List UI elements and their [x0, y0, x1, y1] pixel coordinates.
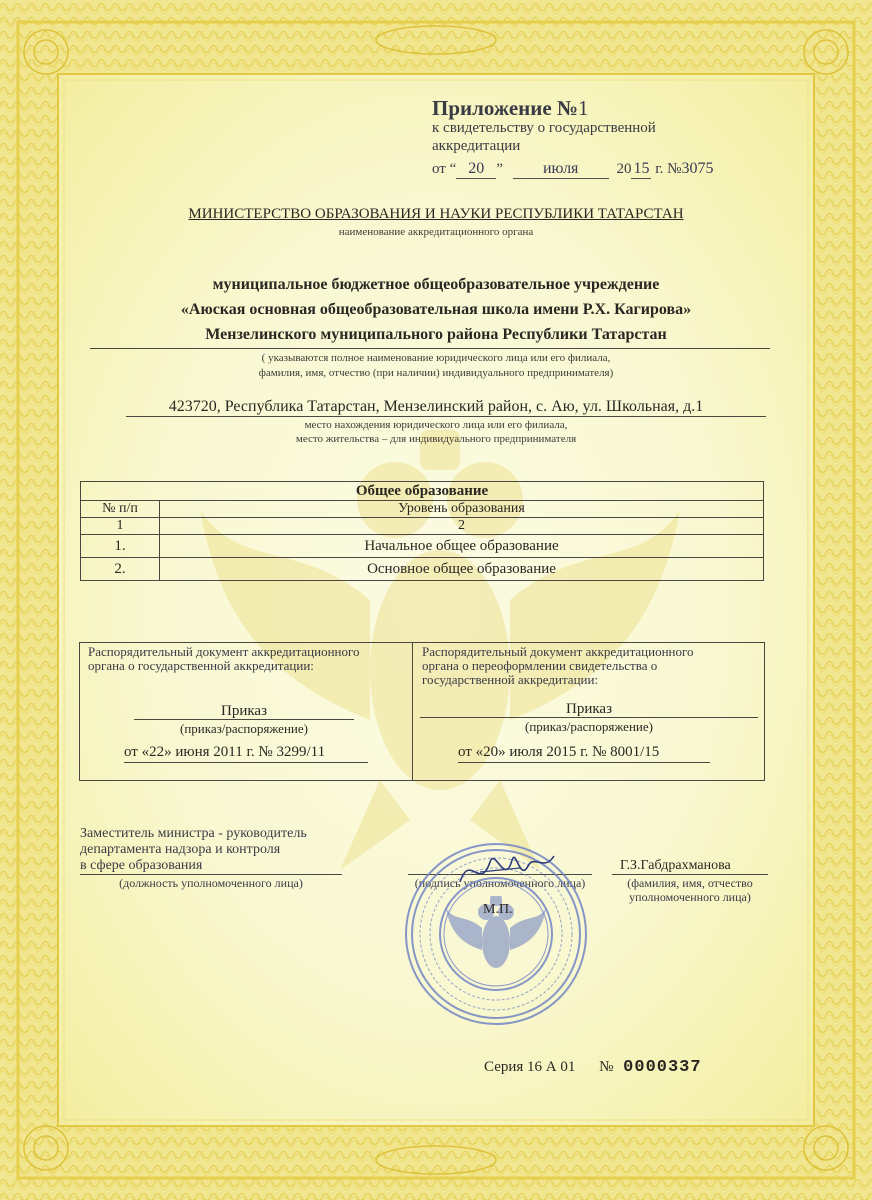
address-caption2: место жительства – для индивидуального предпринимателя	[295, 433, 577, 445]
handwritten-signature	[450, 842, 560, 902]
appendix-subtitle-line1: к свидетельству о государственной	[432, 120, 656, 136]
stamp-place-label: М.П.	[483, 902, 513, 917]
name-caption1: (фамилия, имя, отчество	[627, 876, 753, 890]
name-rule	[612, 874, 768, 875]
organization-line1: муниципальное бюджетное общеобразовательное учреждение	[212, 276, 660, 293]
row-number: 1.	[81, 535, 160, 558]
organization-line2: «Аюская основная общеобразовательная школа имени Р.Х. Кагирова»	[180, 301, 692, 318]
column-header-level: Уровень образования	[160, 501, 764, 518]
address-caption1: место нахождения юридического лица или его филиала,	[304, 419, 568, 431]
appendix-day: 20	[456, 160, 496, 179]
signature-caption: (подпись уполномоченного лица)	[414, 876, 586, 890]
table-row	[81, 558, 764, 581]
left-doc-reference: от «22» июня 2011 г. № 3299/11	[124, 744, 326, 760]
organization-caption2: фамилия, имя, отчество (при наличии) индивидуального предпринимателя)	[258, 367, 614, 379]
left-doc-header: Распорядительный документ аккредитационного органа о государственной аккредитации:	[88, 644, 360, 673]
signatory-name: Г.З.Габдрахманова	[620, 858, 731, 873]
left-doc-type-rule	[134, 719, 354, 720]
education-table-title: Общее образование	[81, 482, 764, 501]
left-doc-type: Приказ	[220, 703, 267, 719]
serial-number: Серия 16 А 01 № 0000337	[484, 1058, 702, 1077]
row-number: 2.	[81, 558, 160, 581]
left-doc-type-caption: (приказ/распоряжение)	[180, 721, 308, 736]
appendix-reg-number: 3075	[681, 160, 714, 177]
authority-caption: наименование аккредитационного органа	[338, 226, 534, 238]
table-row	[81, 535, 764, 558]
organization-caption1: ( указываются полное наименование юридического лица или его филиала,	[261, 352, 611, 364]
name-caption2: уполномоченного лица)	[629, 890, 751, 904]
address-rule	[126, 416, 766, 417]
documents-divider	[412, 643, 413, 780]
right-doc-header: Распорядительный документ аккредитационного органа о переоформлении свидетельства о государственной аккредитации:	[422, 644, 694, 687]
appendix-year: 15	[633, 160, 650, 177]
authority-name: МИНИСТЕРСТВО ОБРАЗОВАНИЯ И НАУКИ РЕСПУБЛИКИ ТАТАРСТАН	[188, 206, 684, 222]
right-doc-type: Приказ	[565, 701, 612, 717]
row-level: Начальное общее образование	[160, 535, 764, 558]
documents-box	[79, 642, 765, 781]
position-caption: (должность уполномоченного лица)	[119, 876, 303, 890]
appendix-month: июля	[513, 160, 609, 179]
position-rule	[80, 874, 342, 875]
appendix-date-line: от “ 20 ” июля 20 15 г. №3075	[432, 160, 714, 177]
column-header-number: № п/п	[81, 501, 160, 518]
column-index-1: 1	[81, 518, 160, 535]
right-doc-reference-rule	[458, 762, 710, 763]
organization-rule	[90, 348, 770, 349]
appendix-subtitle-line2: аккредитации	[432, 138, 521, 154]
organization-line3: Мензелинского муниципального района Республики Татарстан	[205, 326, 667, 343]
column-index-2: 2	[160, 518, 764, 535]
signatory-position: Заместитель министра - руководитель департамента надзора и контроля в сфере образования	[80, 826, 307, 873]
education-table	[80, 481, 764, 581]
row-level: Основное общее образование	[160, 558, 764, 581]
appendix-title: Приложение №1	[432, 96, 589, 120]
right-doc-type-rule	[420, 717, 758, 718]
right-doc-type-caption: (приказ/распоряжение)	[525, 719, 653, 734]
right-doc-reference: от «20» июля 2015 г. № 8001/15	[458, 744, 660, 760]
address-value: 423720, Республика Татарстан, Мензелинский район, с. Аю, ул. Школьная, д.1	[168, 398, 704, 415]
left-doc-reference-rule	[124, 762, 368, 763]
